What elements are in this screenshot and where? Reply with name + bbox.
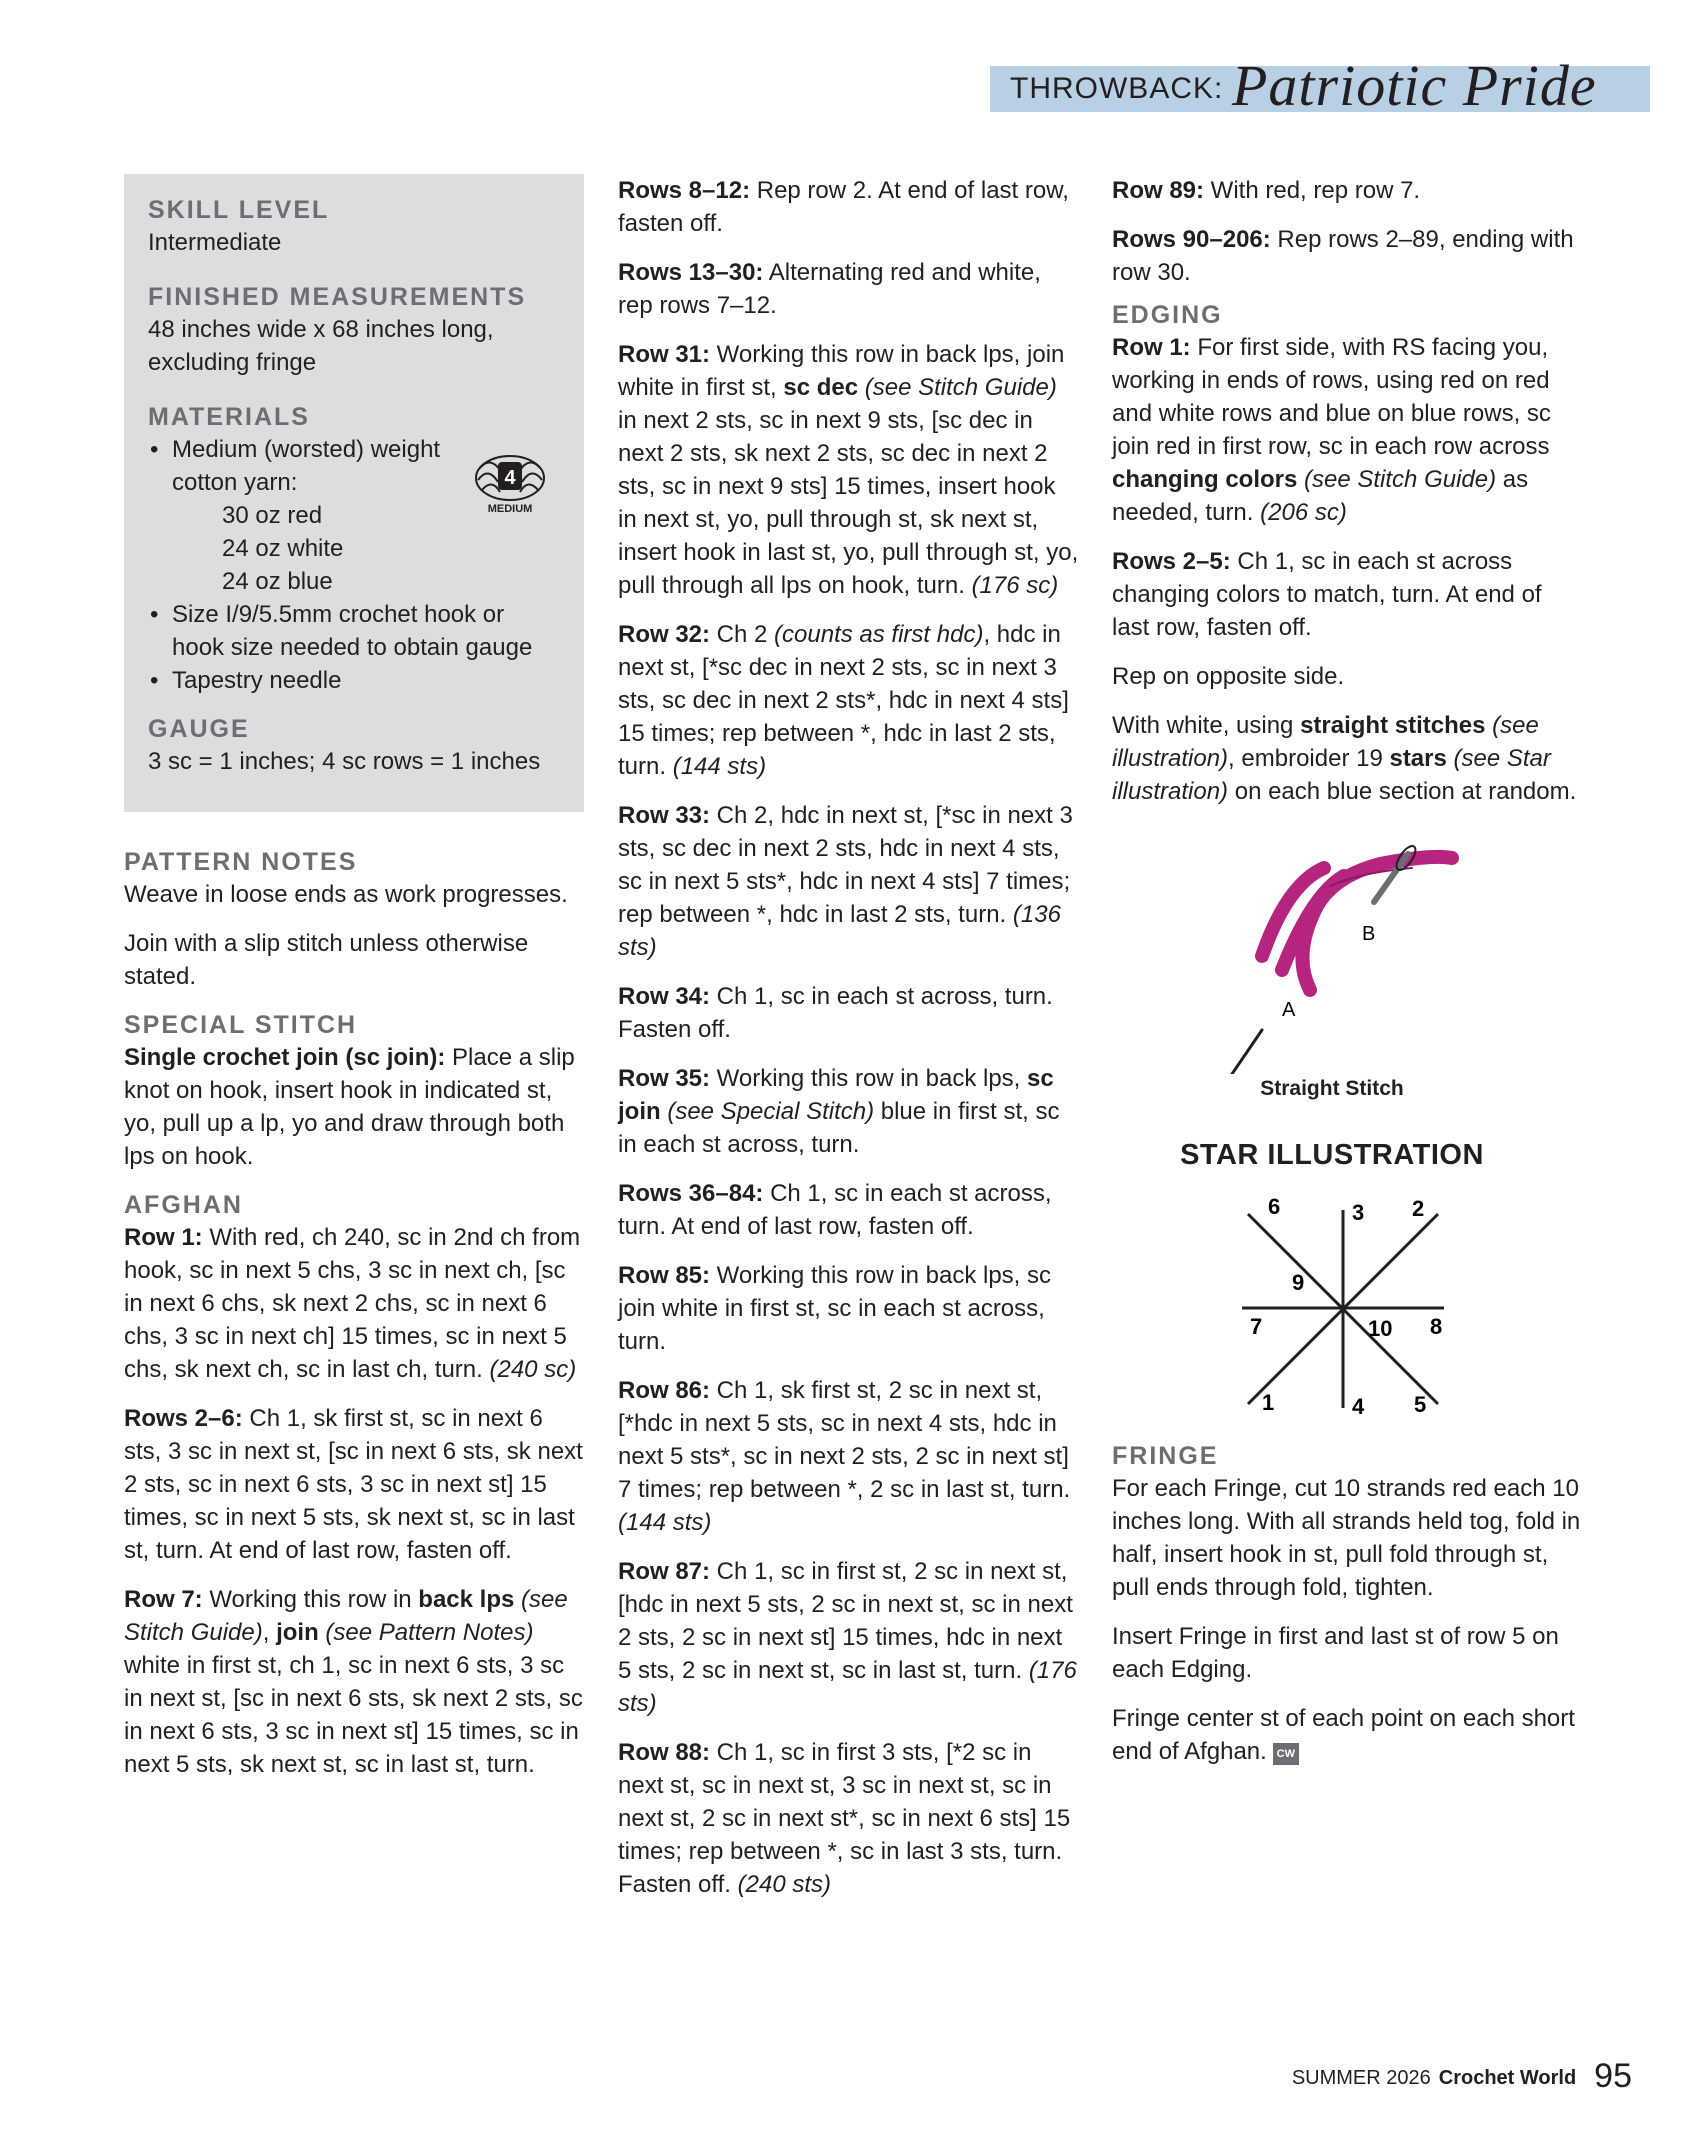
row-label: Row 32: (618, 621, 711, 648)
row-text: Ch 1, sc in first st, 2 sc in next st, [hdc in next 5 sts, 2 sc in next st, sc in next 2 sts, 2 sc in next st] 15 times, hdc in next 5 sts, 2 sc in next st, sc in last st, turn. (618, 1558, 1073, 1684)
row-count: (136 sts) (618, 901, 1061, 961)
row-term: stars (1389, 745, 1447, 772)
materials-sidebar (124, 174, 584, 812)
row-label: Row 85: (618, 1262, 711, 1289)
row-text: Working this row in back lps, join white in first st, (618, 341, 1065, 401)
banner-title: Patriotic Pride (1232, 53, 1597, 118)
row-text: on each blue section at random. (1228, 778, 1577, 805)
measurements-value: 48 inches wide x 68 inches long, excluding fringe (148, 316, 494, 376)
row-text: , embroider 19 (1228, 745, 1390, 772)
repeat-note: Rep on opposite side. (1112, 663, 1345, 690)
fringe-paragraph-3 (1112, 1702, 1582, 1768)
row-text: With red, rep row 7. (1204, 177, 1421, 204)
row-label: Rows 2–5: (1112, 548, 1231, 575)
row-text: Fringe center st of each point on each short end of Afghan. (1112, 1705, 1575, 1765)
row-34 (618, 980, 1080, 1046)
star-point-label: 10 (1368, 1316, 1393, 1341)
star-point-label: 7 (1250, 1314, 1263, 1339)
edging-row-1 (1112, 331, 1582, 529)
row-text: Ch 1, sc in each st across changing colors to match, turn. At end of last row, fasten off. (1112, 548, 1542, 641)
note-1: Weave in loose ends as work progresses. (124, 881, 568, 908)
fringe-paragraph-2: Insert Fringe in first and last st of row 5 on each Edging. (1112, 1623, 1559, 1683)
page-number: 95 (1594, 2057, 1632, 2095)
row-text: white in first st, ch 1, sc in next 6 sts, 3 sc in next st, [sc in next 6 sts, sk next 2 sts, sc in next 6 sts, 3 sc in next st] 15 times, sc in next 5 sts, sk next st, sc in last st, turn. (124, 1652, 583, 1778)
row-text: Ch 1, sc in each st across, turn. Fasten off. (618, 983, 1053, 1043)
row-text: Rep row 2. At end of last row, fasten off. (618, 177, 1069, 237)
row-count: (144 sts) (618, 1509, 712, 1536)
yarn-blue: 24 oz blue (222, 568, 333, 595)
row-label: Row 35: (618, 1065, 711, 1092)
row-label: Rows 13–30: (618, 259, 764, 286)
star-point-label: 4 (1352, 1394, 1365, 1419)
row-ref: (see Pattern Notes) (318, 1619, 534, 1646)
star-point-label: 5 (1414, 1392, 1427, 1417)
row-text: With red, ch 240, sc in 2nd ch from hook, sc in next 5 chs, 3 sc in next ch, [sc in next 6 chs, sk next 2 chs, sc in next 6 chs, 3 sc in next ch] 15 times, sc in next 5 chs, sk next ch, sc in last ch, turn. (124, 1224, 581, 1383)
afghan-heading: AFGHAN (124, 1191, 243, 1219)
needle-point-icon (1232, 1030, 1262, 1074)
row-ref: (see illustration) (1112, 712, 1539, 772)
row-text: Ch 2 (710, 621, 775, 648)
row-35 (618, 1062, 1080, 1161)
row-ref: (counts as first hdc) (774, 621, 984, 648)
row-count: (144 sts) (672, 753, 767, 780)
row-text: Ch 1, sk first st, 2 sc in next st, [*hdc in next 5 sts, sc in next 4 sts, hdc in next 5 sts*, sc in next 2 sts, 2 sc in next st] 7 times; rep between *, 2 sc in last st, turn. (618, 1377, 1071, 1503)
yarn-red: 30 oz red (222, 502, 323, 529)
yarn-weight-icon (470, 452, 550, 516)
banner-prefix: THROWBACK: (1010, 72, 1224, 105)
row-text: , hdc in next st, [*sc dec in next 2 sts, sc in next 3 sts, sc dec in next 2 sts*, hdc in next 4 sts] 15 times; rep between *, hdc in last 2 sts, turn. (618, 621, 1069, 780)
embroider-paragraph (1112, 709, 1582, 808)
row-term: back lps (418, 1586, 515, 1613)
skill-level-heading: SKILL LEVEL (148, 196, 330, 224)
row-term: sc join (618, 1065, 1054, 1125)
yarn-line-2: cotton yarn: (172, 469, 298, 496)
special-stitch-heading: SPECIAL STITCH (124, 1011, 358, 1039)
star-point-label: 6 (1268, 1194, 1281, 1219)
measurements-heading: FINISHED MEASUREMENTS (148, 283, 527, 311)
rows-8-12 (618, 174, 1080, 240)
yarn-strand (1302, 857, 1452, 990)
row-88 (618, 1736, 1080, 1901)
row-label: Row 89: (1112, 177, 1205, 204)
row-text: With white, using (1112, 712, 1301, 739)
row-count: (176 sc) (971, 572, 1059, 599)
sc-join-paragraph (124, 1041, 584, 1173)
row-label: Rows 8–12: (618, 177, 751, 204)
star-point-label: 9 (1292, 1270, 1305, 1295)
column-middle (618, 174, 1080, 1917)
rows-13-30 (618, 256, 1080, 322)
row-label: Rows 2–6: (124, 1405, 243, 1432)
row-89 (1112, 174, 1582, 207)
row-86 (618, 1374, 1080, 1539)
rows-36-84 (618, 1177, 1080, 1243)
row-ref: (see Special Stitch) (660, 1098, 875, 1125)
row-label: Row 33: (618, 802, 711, 829)
gauge-value: 3 sc = 1 inches; 4 sc rows = 1 inches (148, 748, 541, 775)
row-31 (618, 338, 1080, 602)
row-32 (618, 618, 1080, 783)
footer-issue: SUMMER 2026 (1291, 2067, 1431, 2089)
yarn-weight-number: 4 (504, 467, 516, 489)
row-label: Row 88: (618, 1739, 711, 1766)
row-text: in next 2 sts, sc in next 9 sts, [sc dec in next 2 sts, sk next 2 sts, sc dec in next 2 sts, sc in next 9 sts] 15 times, insert hook in next st, yo, pull through st, sk next st, insert hook in last st, yo, pull through st, yo, pull through all lps on hook, turn. (618, 407, 1079, 599)
row-term: sc dec (783, 374, 859, 401)
rows-2-6 (124, 1402, 584, 1567)
row-33 (618, 799, 1080, 964)
row-1 (124, 1221, 584, 1386)
sc-join-title: Single crochet join (sc join): (124, 1044, 446, 1071)
row-label: Row 7: (124, 1586, 203, 1613)
rows-90-206 (1112, 223, 1582, 289)
straight-stitch-caption: Straight Stitch (1260, 1077, 1404, 1100)
row-text: blue in first st, sc in each st across, turn. (618, 1098, 1060, 1158)
row-count: (176 sts) (618, 1657, 1077, 1717)
footer-magazine: Crochet World (1438, 2067, 1577, 2089)
row-term: join (276, 1619, 319, 1646)
row-label: Row 87: (618, 1558, 711, 1585)
column-right (1112, 174, 1582, 1784)
yarn-weight-label: MEDIUM (487, 503, 533, 515)
star-diagram (1112, 1180, 1582, 1430)
row-7 (124, 1583, 584, 1781)
page-footer (1292, 2057, 1632, 2096)
yarn-line-1: Medium (worsted) weight (172, 436, 441, 463)
row-ref: (see Star illustration) (1112, 745, 1551, 805)
sc-join-text: Place a slip knot on hook, insert hook in indicated st, yo, pull up a lp, yo and draw through both lps on hook. (124, 1044, 575, 1170)
row-count: (240 sts) (737, 1871, 831, 1898)
row-text: Ch 1, sk first st, sc in next 6 sts, 3 sc in next st, [sc in next 6 sts, sk next 2 sts, sc in next 6 sts, 3 sc in next st] 15 times, sc in next 5 sts, sk next st, sc in last st, turn. At end of last row, fasten off. (124, 1405, 583, 1564)
star-illustration-title: STAR ILLUSTRATION (1180, 1139, 1484, 1171)
row-text: Rep rows 2–89, ending with row 30. (1112, 226, 1574, 286)
row-text: Ch 2, hdc in next st, [*sc in next 3 sts, sc dec in next 2 sts, hdc in next 4 sts, sc in next 5 sts*, hdc in next 4 sts] 7 times; rep between *, hdc in last 2 sts, turn. (618, 802, 1073, 928)
materials-heading: MATERIALS (148, 403, 310, 431)
list-item: • Tapestry needle (148, 664, 560, 697)
gauge-heading: GAUGE (148, 715, 250, 743)
point-b-label: B (1362, 923, 1376, 945)
star-point-label: 1 (1262, 1390, 1275, 1415)
row-label: Rows 90–206: (1112, 226, 1271, 253)
row-text: Ch 1, sc in each st across, turn. At end of last row, fasten off. (618, 1180, 1052, 1240)
list-item: • Size I/9/5.5mm crochet hook or hook size needed to obtain gauge (148, 598, 560, 664)
row-85 (618, 1259, 1080, 1358)
row-term: changing colors (1112, 466, 1298, 493)
note-2: Join with a slip stitch unless otherwise stated. (124, 930, 529, 990)
star-point-label: 2 (1412, 1196, 1425, 1221)
row-text: , (262, 1619, 277, 1646)
straight-stitch-illustration (1112, 824, 1582, 1074)
row-label: Row 1: (1112, 334, 1191, 361)
star-point-label: 3 (1352, 1200, 1365, 1225)
row-ref: (see Stitch Guide) (124, 1586, 568, 1646)
fringe-heading: FRINGE (1112, 1442, 1219, 1470)
row-label: Rows 36–84: (618, 1180, 764, 1207)
row-label: Row 86: (618, 1377, 711, 1404)
edging-rows-2-5 (1112, 545, 1582, 644)
row-text: For first side, with RS facing you, working in ends of rows, using red on red and white rows and blue on blue rows, sc join red in first row, sc in each row across (1112, 334, 1551, 460)
point-a-label: A (1282, 999, 1296, 1021)
yarn-white: 24 oz white (222, 535, 344, 562)
row-ref: (see Stitch Guide) (858, 374, 1057, 401)
column-left (124, 174, 584, 1797)
row-text: Working this row in back lps, (710, 1065, 1028, 1092)
row-label: Row 31: (618, 341, 711, 368)
row-text: as needed, turn. (1112, 466, 1529, 526)
skill-level-value: Intermediate (148, 229, 282, 256)
row-label: Row 1: (124, 1224, 203, 1251)
row-87 (618, 1555, 1080, 1720)
row-text: Working this row in (202, 1586, 419, 1613)
row-text: Working this row in back lps, sc join white in first st, sc in each st across, turn. (618, 1262, 1052, 1355)
end-mark-icon: CW (1273, 1743, 1299, 1765)
row-text: Alternating red and white, rep rows 7–12. (618, 259, 1041, 319)
row-term: straight stitches (1300, 712, 1486, 739)
row-label: Row 34: (618, 983, 711, 1010)
edging-heading: EDGING (1112, 301, 1223, 329)
row-count: (240 sc) (489, 1356, 577, 1383)
row-count: (206 sc) (1260, 499, 1347, 526)
pattern-notes-heading: PATTERN NOTES (124, 848, 358, 876)
row-text: Ch 1, sc in first 3 sts, [*2 sc in next st, sc in next st, 3 sc in next st, sc in next st, 2 sc in next st*, sc in next 6 sts] 15 times; rep between *, sc in last 3 sts, turn. Fasten off. (618, 1739, 1071, 1898)
row-ref: (see Stitch Guide) (1297, 466, 1497, 493)
star-point-label: 8 (1430, 1314, 1443, 1339)
fringe-paragraph-1: For each Fringe, cut 10 strands red each 10 inches long. With all strands held tog, fold in half, insert hook in st, pull fold through st, pull ends through fold, tighten. (1112, 1475, 1581, 1601)
